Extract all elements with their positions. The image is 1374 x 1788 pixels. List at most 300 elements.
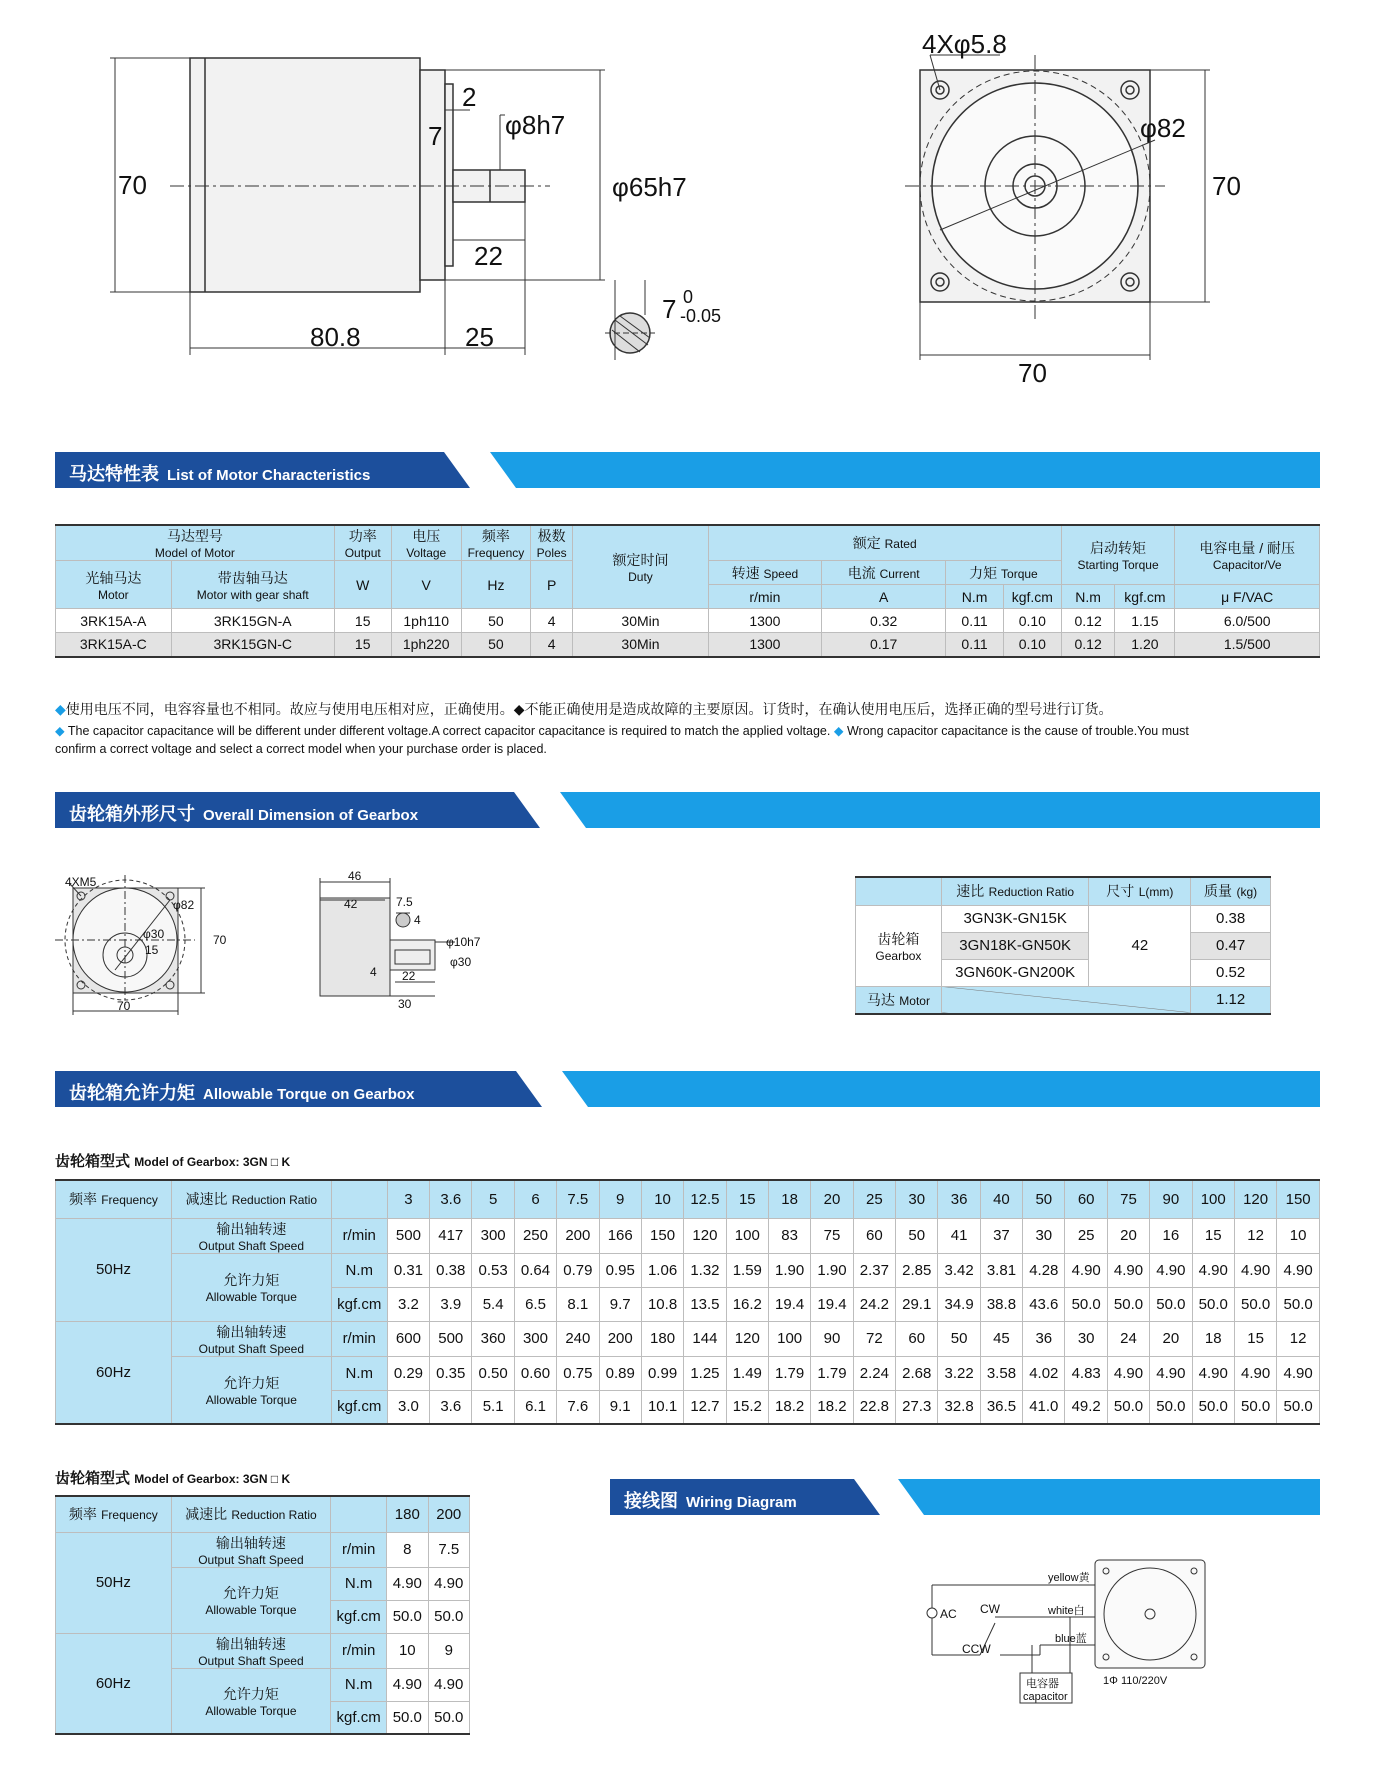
motor-cell: 3RK15A-C [56,633,172,657]
unit-w: W [334,561,391,609]
h-rated-cn: 额定 [852,535,881,551]
motor-cell: 50 [461,633,530,657]
h-gear-en: Motor with gear shaft [196,587,309,602]
value-cell: 9 [599,1180,641,1218]
dim-key-tol-lower: -0.05 [680,306,722,326]
g-mass-1: 0.38 [1191,905,1271,932]
value-cell: 50.0 [1150,1287,1192,1321]
value-cell: 4.90 [1150,1356,1192,1390]
gearbox-front-view-drawing [55,870,265,1030]
note-cn: ◆使用电压不同，电容容量也不相同。故应与使用电压相对应，正确使用。◆不能正确使用是造成故障的主要原因。订货时，在确认使用电压后，选择正确的型号进行订货。 [55,701,1113,717]
h-voltage-cn: 电压 [412,528,441,544]
t-h-freq-cn: 频率 [69,1191,98,1208]
t2-h-ratio-cn: 减速比 [185,1506,228,1523]
value-cell: 7.5 [428,1532,469,1567]
dim-80-8: 80.8 [310,322,361,352]
value-cell: 4.90 [1107,1356,1149,1390]
value-cell: 0.60 [514,1356,556,1390]
value-cell: 120 [726,1321,768,1356]
value-cell: 4.02 [1023,1356,1065,1390]
value-cell: 30 [896,1180,938,1218]
motor-cell: 0.32 [822,609,946,633]
value-cell: 50.0 [1065,1287,1107,1321]
g-dim-phi30: φ30 [143,927,165,941]
value-cell: 50 [896,1218,938,1253]
value-cell: 36 [938,1180,980,1218]
value-cell: 10 [387,1633,428,1668]
value-cell: 50.0 [387,1701,428,1734]
g-dim-70-bottom: 70 [117,999,131,1013]
g-motor-mass: 1.12 [1191,986,1271,1014]
value-cell: 9 [428,1633,469,1668]
h-torque-en: Torque [1001,566,1038,581]
value-cell: 75 [811,1218,853,1253]
g-dim-22: 22 [402,969,416,983]
note-cn-text: 使用电压不同，电容容量也不相同。故应与使用电压相对应，正确使用。◆不能正确使用是造成故障的主要原因。订货时，在确认使用电压后，选择正确的型号进行订货。 [65,701,1113,717]
value-cell: 16 [1150,1218,1192,1253]
value-cell: 75 [1107,1180,1149,1218]
g-dim-42: 42 [344,897,358,911]
h-gear-cn: 带齿轴马达 [217,569,288,586]
torque-title-en: Model of Gearbox: 3GN □ K [134,1155,291,1169]
value-cell: 19.4 [811,1287,853,1321]
gearbox-mass-table [855,876,1271,1015]
h-freq-cn: 频率 [481,528,510,544]
value-cell: 1.59 [726,1253,768,1287]
g-h-ratio-cn: 速比 [956,883,985,900]
t2-unit-rmin: r/min [331,1633,387,1668]
value-cell: 30 [1023,1218,1065,1253]
value-cell: 50.0 [1192,1390,1234,1424]
value-cell: 24 [1107,1321,1149,1356]
motor-cell: 1300 [708,609,822,633]
t2-60hz: 60Hz [56,1633,172,1734]
h-output-en: Output [344,546,381,560]
value-cell: 1.79 [768,1356,810,1390]
unit-kgf: kgf.cm [1003,585,1061,609]
h-motor-en: Motor [97,587,129,602]
h-current-en: Current [879,566,920,581]
value-cell: 1.90 [768,1253,810,1287]
value-cell: 0.89 [599,1356,641,1390]
value-cell: 90 [1150,1180,1192,1218]
torque-table2-title [55,1467,290,1488]
t2-h-freq-en: Frequency [101,1508,158,1523]
value-cell: 12.5 [684,1180,726,1218]
t2-unit-kgf: kgf.cm [331,1701,387,1734]
value-cell: 0.99 [641,1356,683,1390]
value-cell: 72 [853,1321,895,1356]
t-unit-rmin: r/min [331,1218,387,1253]
value-cell: 10.8 [641,1287,683,1321]
motor-cell: 4 [531,633,573,657]
section-title-en: Wiring Diagram [686,1494,797,1511]
w-white: white白 [1048,1605,1085,1617]
t-speed-en: Output Shaft Speed [198,1238,305,1253]
value-cell: 4.90 [1234,1356,1276,1390]
t-unit-nm: N.m [331,1253,387,1287]
motor-cell: 0.17 [822,633,946,657]
value-cell: 6 [514,1180,556,1218]
value-cell: 38.8 [980,1287,1022,1321]
value-cell: 50.0 [1150,1390,1192,1424]
value-cell: 12 [1234,1218,1276,1253]
value-cell: 240 [557,1321,599,1356]
value-cell: 19.4 [768,1287,810,1321]
value-cell: 1.90 [811,1253,853,1287]
h-speed-en: Speed [763,566,799,581]
value-cell: 10.1 [641,1390,683,1424]
g-h-mass-en: (kg) [1236,885,1258,900]
h-duty-en: Duty [628,570,653,584]
value-cell: 100 [726,1218,768,1253]
value-cell: 0.38 [430,1253,472,1287]
t-unit-kgf: kgf.cm [331,1390,387,1424]
w-blue: blue蓝 [1055,1633,1087,1645]
dim-phi65h7: φ65h7 [612,172,687,202]
w-cw: CW [980,1602,1000,1616]
value-cell: 144 [684,1321,726,1356]
value-cell: 200 [428,1496,469,1532]
section-title-en: Allowable Torque on Gearbox [203,1086,415,1103]
dim-phi82: φ82 [1140,113,1186,143]
h-model-cn: 马达型号 [166,528,223,544]
dim-70-right: 70 [1212,171,1241,201]
dim-key-tol-upper: 0 [683,287,694,307]
value-cell: 40 [980,1180,1022,1218]
value-cell: 50 [938,1321,980,1356]
t-h-ratio-en: Reduction Ratio [231,1193,318,1208]
w-supply: 1Φ 110/220V [1103,1675,1168,1687]
value-cell: 34.9 [938,1287,980,1321]
t2-50hz: 50Hz [56,1532,172,1633]
dim-70-left: 70 [118,170,147,200]
value-cell: 1.79 [811,1356,853,1390]
dim-70-bottom: 70 [1018,358,1047,388]
value-cell: 0.53 [472,1253,514,1287]
h-output-cn: 功率 [348,528,377,544]
value-cell: 500 [387,1218,429,1253]
value-cell: 0.75 [557,1356,599,1390]
w-yellow: yellow黄 [1048,1572,1090,1584]
value-cell: 20 [811,1180,853,1218]
value-cell: 1.06 [641,1253,683,1287]
value-cell: 45 [980,1321,1022,1356]
motor-cell: 0.12 [1061,633,1115,657]
h-rated-en: Rated [884,537,917,551]
torque-table-title [55,1150,290,1171]
value-cell: 3.6 [430,1390,472,1424]
value-cell: 16.2 [726,1287,768,1321]
motor-cell: 1.20 [1115,633,1175,657]
motor-cell: 0.12 [1061,609,1115,633]
value-cell: 83 [768,1218,810,1253]
value-cell: 4.90 [1192,1356,1234,1390]
g-dim-phi10h7: φ10h7 [446,935,481,949]
value-cell: 49.2 [1065,1390,1107,1424]
value-cell: 166 [599,1218,641,1253]
value-cell: 18 [768,1180,810,1218]
h-torque-cn: 力矩 [969,564,998,581]
h-motor-cn: 光轴马达 [85,569,142,586]
value-cell: 3.2 [387,1287,429,1321]
w-ac: AC [940,1607,957,1621]
value-cell: 5 [472,1180,514,1218]
h-start-cn: 启动转矩 [1090,540,1147,556]
motor-cell: 30Min [573,633,708,657]
dim-key-7: 7 [662,294,677,324]
h-speed-cn: 转速 [731,564,760,581]
value-cell: 3.58 [980,1356,1022,1390]
g-dim-phi82: φ82 [173,898,195,912]
w-ccw: CCW [962,1642,991,1656]
value-cell: 41 [938,1218,980,1253]
g-dim-46: 46 [348,869,362,883]
unit-rmin: r/min [708,585,822,609]
motor-table-body [56,609,1320,657]
t2-unit-kgf: kgf.cm [331,1600,387,1633]
value-cell: 13.5 [684,1287,726,1321]
value-cell: 2.24 [853,1356,895,1390]
motor-cell: 50 [461,609,530,633]
h-cap-en: Capacitor/Ve [1212,558,1282,572]
value-cell: 9.1 [599,1390,641,1424]
g-mass-2: 0.47 [1191,932,1271,959]
t-speed-cn: 输出轴转速 [216,1323,287,1340]
value-cell: 60 [896,1321,938,1356]
value-cell: 15 [1192,1218,1234,1253]
value-cell: 5.4 [472,1287,514,1321]
dim-25: 25 [465,322,494,352]
dim-7: 7 [428,121,443,151]
t-torque-cn: 允许力矩 [223,1272,280,1288]
value-cell: 300 [472,1218,514,1253]
motor-cell: 1.5/500 [1175,633,1320,657]
t2-unit-rmin: r/min [331,1532,387,1567]
t-speed-en: Output Shaft Speed [198,1341,305,1356]
value-cell: 22.8 [853,1390,895,1424]
g-size: 42 [1089,905,1191,986]
value-cell: 4.90 [1107,1253,1149,1287]
value-cell: 2.68 [896,1356,938,1390]
value-cell: 2.85 [896,1253,938,1287]
h-poles-cn: 极数 [537,528,566,544]
value-cell: 43.6 [1023,1287,1065,1321]
value-cell: 90 [811,1321,853,1356]
t2-speed-cn: 输出轴转速 [215,1635,286,1652]
value-cell: 50.0 [1234,1390,1276,1424]
h-start-en: Starting Torque [1077,558,1159,572]
section-gearbox-dimension-banner [55,792,1320,828]
h-model-en: Model of Motor [154,546,235,560]
t2-speed-en: Output Shaft Speed [198,1653,304,1668]
h-duty-cn: 额定时间 [612,552,669,568]
section-motor-characteristics-banner [55,452,1320,488]
value-cell: 25 [1065,1218,1107,1253]
value-cell: 29.1 [896,1287,938,1321]
value-cell: 8.1 [557,1287,599,1321]
value-cell: 0.31 [387,1253,429,1287]
t2-torque-en: Allowable Torque [205,1703,297,1718]
value-cell: 100 [768,1321,810,1356]
value-cell: 3.42 [938,1253,980,1287]
value-cell: 1.25 [684,1356,726,1390]
value-cell: 60 [1065,1180,1107,1218]
t2-unit-nm: N.m [331,1567,387,1600]
value-cell: 4.90 [387,1668,428,1701]
motor-front-view-drawing [900,30,1280,400]
allowable-torque-table-2 [55,1495,470,1735]
motor-cell: 0.10 [1003,633,1061,657]
value-cell: 200 [599,1321,641,1356]
value-cell: 3 [387,1180,429,1218]
motor-cell: 3RK15GN-A [171,609,334,633]
value-cell: 0.29 [387,1356,429,1390]
value-cell: 18 [1192,1321,1234,1356]
t-50hz: 50Hz [56,1218,172,1321]
w-cap-en: capacitor [1023,1691,1068,1703]
value-cell: 15 [1234,1321,1276,1356]
note-en-2: Wrong capacitor capacitance is the cause of trouble.You must [846,724,1189,738]
t2-speed-cn: 输出轴转速 [215,1534,286,1551]
section-wiring-diagram-banner [610,1479,1320,1515]
t-unit-nm: N.m [331,1356,387,1390]
dim-phi8h7: φ8h7 [505,110,566,140]
motor-row [56,609,1320,633]
value-cell: 6.5 [514,1287,556,1321]
g-dim-15: 15 [145,943,159,957]
value-cell: 50.0 [1234,1287,1276,1321]
value-cell: 3.0 [387,1390,429,1424]
value-cell: 4.90 [1277,1253,1320,1287]
section-title-en: List of Motor Characteristics [167,467,371,484]
t-h-ratio-cn: 减速比 [185,1191,228,1208]
value-cell: 50.0 [1277,1390,1320,1424]
torque-title-cn: 齿轮箱型式 [55,1470,131,1487]
gearbox-side-view-drawing [310,870,500,1010]
value-cell: 30 [1065,1321,1107,1356]
t-h-freq-en: Frequency [101,1193,158,1208]
value-cell: 50.0 [1107,1390,1149,1424]
value-cell: 50.0 [1277,1287,1320,1321]
value-cell: 100 [1192,1180,1234,1218]
value-cell: 180 [387,1496,428,1532]
motor-cell: 0.11 [946,633,1004,657]
value-cell: 2.37 [853,1253,895,1287]
unit-hz: Hz [461,561,530,609]
g-ratio-2: 3GN18K-GN50K [941,932,1089,959]
value-cell: 200 [557,1218,599,1253]
note-en-1: The capacitor capacitance will be different under different voltage.A correct capacitor capacitance is required to match the applied voltage. [67,724,831,738]
value-cell: 4.83 [1065,1356,1107,1390]
t-torque-en: Allowable Torque [205,1290,297,1304]
g-h-size-en: L(mm) [1138,885,1174,900]
note-en: ◆ The capacitor capacitance will be different under different voltage.A correct capacitor capacitance is required to match the applied voltage. ◆ Wrong capacitor capacitance is the cause of trouble.You must confirm a correct voltage and select a correct model when your purchase order is placed. [55,724,1189,756]
unit-a: A [822,585,946,609]
motor-cell: 1ph110 [391,609,461,633]
value-cell: 41.0 [1023,1390,1065,1424]
unit-v: V [391,561,461,609]
h-poles-en: Poles [536,546,567,560]
section-allowable-torque-banner [55,1071,1320,1107]
h-freq-en: Frequency [467,546,525,560]
value-cell: 4.90 [1192,1253,1234,1287]
value-cell: 4.90 [387,1567,428,1600]
value-cell: 36 [1023,1321,1065,1356]
value-cell: 24.2 [853,1287,895,1321]
t2-h-freq-cn: 频率 [68,1506,97,1523]
t-unit-rmin: r/min [331,1321,387,1356]
section-title-cn: 齿轮箱外形尺寸 [69,804,195,824]
motor-characteristics-table [55,524,1320,658]
section-title-cn: 马达特性表 [69,464,159,484]
value-cell: 37 [980,1218,1022,1253]
motor-cell: 3RK15A-A [56,609,172,633]
t-torque-en: Allowable Torque [205,1392,297,1407]
g-motor-en: Motor [899,993,930,1008]
value-cell: 9.7 [599,1287,641,1321]
g-ratio-3: 3GN60K-GN200K [941,959,1089,986]
g-motor-cn: 马达 [866,991,895,1008]
value-cell: 180 [641,1321,683,1356]
value-cell: 0.64 [514,1253,556,1287]
g-h-ratio-en: Reduction Ratio [988,885,1075,900]
value-cell: 4.90 [1234,1253,1276,1287]
value-cell: 120 [1234,1180,1276,1218]
g-dim-holes: 4XM5 [65,875,97,889]
t2-speed-en: Output Shaft Speed [198,1552,304,1567]
allowable-torque-table [55,1179,1320,1425]
motor-cell: 1ph220 [391,633,461,657]
value-cell: 20 [1107,1218,1149,1253]
t2-unit-nm: N.m [331,1668,387,1701]
value-cell: 20 [1150,1321,1192,1356]
t-speed-cn: 输出轴转速 [216,1220,287,1237]
value-cell: 3.22 [938,1356,980,1390]
g-h-size-cn: 尺寸 [1106,883,1135,900]
g-dim-30: 30 [398,997,412,1011]
value-cell: 25 [853,1180,895,1218]
g-h-mass-cn: 质量 [1204,883,1233,900]
g-gearbox-en: Gearbox [875,948,922,963]
g-ratio-1: 3GN3K-GN15K [941,905,1089,932]
g-dim-7-5: 7.5 [396,895,413,909]
motor-cell: 15 [334,609,391,633]
g-dim-phi30-side: φ30 [450,955,472,969]
note-en-3: confirm a correct voltage and select a correct model when your purchase order is placed. [55,742,547,756]
torque-title-en: Model of Gearbox: 3GN □ K [134,1472,291,1486]
h-current-cn: 电流 [847,564,876,581]
unit-nm: N.m [946,585,1004,609]
value-cell: 36.5 [980,1390,1022,1424]
value-cell: 4.90 [1277,1356,1320,1390]
unit-nm-start: N.m [1061,585,1115,609]
motor-cell: 0.11 [946,609,1004,633]
value-cell: 1.49 [726,1356,768,1390]
unit-kgf-start: kgf.cm [1115,585,1175,609]
g-dim-4a: 4 [414,913,421,927]
dim-holes-4x5-8: 4Xφ5.8 [922,29,1007,59]
motor-row [56,633,1320,657]
t2-torque-cn: 允许力矩 [222,1585,279,1601]
h-cap-cn: 电容电量 / 耐压 [1199,540,1295,556]
value-cell: 12.7 [684,1390,726,1424]
t2-torque-en: Allowable Torque [205,1603,297,1617]
value-cell: 0.35 [430,1356,472,1390]
value-cell: 7.6 [557,1390,599,1424]
value-cell: 27.3 [896,1390,938,1424]
section-title-cn: 接线图 [624,1491,678,1511]
